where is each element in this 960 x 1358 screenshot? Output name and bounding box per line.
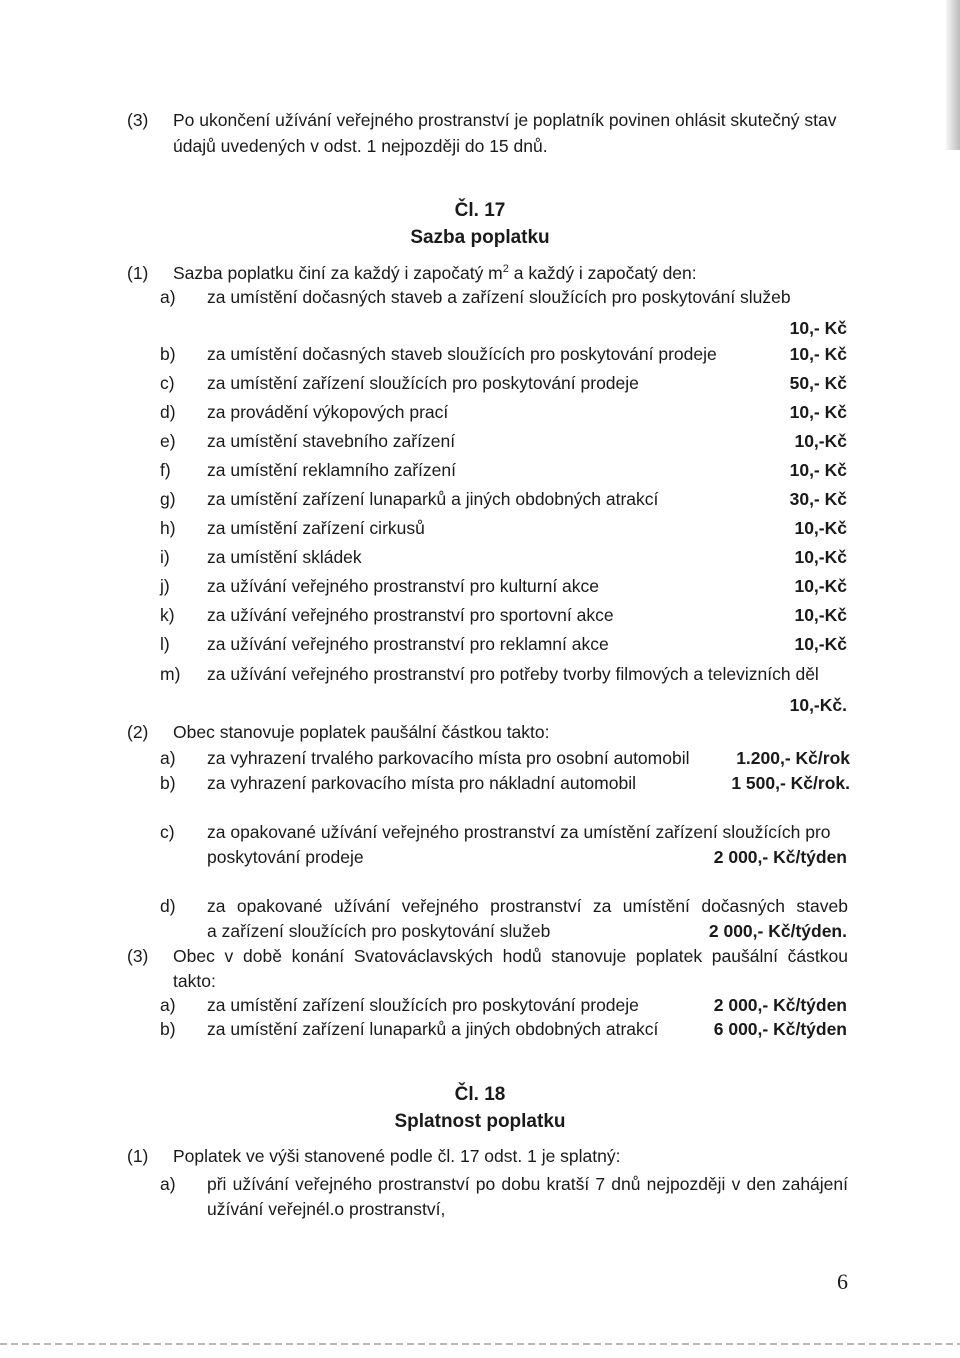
paragraph-3-number: (3) xyxy=(127,946,149,966)
item-amount: 10,-Kč. xyxy=(789,695,847,715)
item-amount: 30,- Kč xyxy=(789,489,847,509)
item-letter: f) xyxy=(160,460,171,480)
intro-paragraph-number: (3) xyxy=(127,110,149,130)
item-amount: 10,- Kč xyxy=(789,402,847,422)
item-amount: 10,- Kč xyxy=(789,460,847,480)
paragraph-2-text: Obec stanovuje poplatek paušální částkou takto: xyxy=(173,722,550,742)
paragraph-18-1-text: Poplatek ve výši stanovené podle čl. 17 odst. 1 je splatný: xyxy=(173,1146,621,1166)
item-text: za umístění stavebního zařízení xyxy=(207,431,456,451)
item-letter: g) xyxy=(160,489,176,509)
item-letter: i) xyxy=(160,547,170,567)
item-letter: a) xyxy=(160,995,176,1015)
paragraph-1-text-end: a každý i započatý den: xyxy=(508,263,697,283)
item-letter: b) xyxy=(160,344,176,364)
item-letter: k) xyxy=(160,605,175,625)
paragraph-3-line-2: takto: xyxy=(173,971,216,991)
item-text: za provádění výkopových prací xyxy=(207,402,449,422)
intro-line-2: údajů uvedených v odst. 1 nejpozději do 15 dnů. xyxy=(173,136,548,156)
article-17-number: Čl. 17 xyxy=(454,200,506,221)
item-amount: 2 000,- Kč/týden xyxy=(713,995,847,1015)
item-amount: 10,-Kč xyxy=(794,518,847,538)
item-letter: d) xyxy=(160,896,176,916)
item-text: za umístění zařízení lunaparků a jiných obdobných atrakcí xyxy=(207,489,659,509)
item-amount: 10,-Kč xyxy=(794,576,847,596)
item-text: za umístění dočasných staveb a zařízení sloužících pro poskytování služeb xyxy=(207,287,791,307)
superscript-2: 2 xyxy=(502,263,509,276)
intro-line-1: Po ukončení užívání veřejného prostranství je poplatník povinen ohlásit skutečný stav xyxy=(173,110,837,130)
item-letter: a) xyxy=(160,1174,176,1194)
item-letter: b) xyxy=(160,773,176,793)
item-text: za umístění zařízení cirkusů xyxy=(207,518,425,538)
item-letter: a) xyxy=(160,287,176,307)
item-amount: 2 000,- Kč/týden xyxy=(713,847,847,867)
item-text: za vyhrazení trvalého parkovacího místa pro osobní automobil xyxy=(207,748,690,768)
item-letter: l) xyxy=(160,634,170,654)
item-letter: m) xyxy=(160,664,181,684)
item-text: za vyhrazení parkovacího místa pro nákladní automobil xyxy=(207,773,636,793)
item-text-line-1: za opakované užívání veřejného prostranství za umístění zařízení sloužících pro xyxy=(207,822,831,842)
scan-edge-shadow xyxy=(946,0,960,150)
item-text-line-2: poskytování prodeje xyxy=(207,847,364,867)
item-text: za umístění reklamního zařízení xyxy=(207,460,456,480)
item-text: za umístění zařízení sloužících pro poskytování prodeje xyxy=(207,373,639,393)
item-amount: 10,-Kč xyxy=(794,431,847,451)
paragraph-1-text xyxy=(173,263,697,285)
item-text-line-1: za opakované užívání veřejného prostranství za umístění dočasných staveb xyxy=(207,896,848,916)
item-letter: a) xyxy=(160,748,176,768)
item-amount: 2 000,- Kč/týden. xyxy=(708,921,847,941)
article-18-title: Splatnost poplatku xyxy=(394,1111,566,1132)
page-number: 6 xyxy=(837,1269,848,1294)
scan-bottom-edge xyxy=(0,1343,960,1345)
item-amount: 1.200,- Kč/rok xyxy=(736,748,850,768)
item-text: za užívání veřejného prostranství pro reklamní akce xyxy=(207,634,609,654)
item-amount: 10,- Kč xyxy=(789,344,847,364)
paragraph-2-number: (2) xyxy=(127,722,149,742)
item-amount: 10,-Kč xyxy=(794,634,847,654)
item-amount: 10,-Kč xyxy=(794,605,847,625)
item-text: za umístění zařízení lunaparků a jiných obdobných atrakcí xyxy=(207,1019,659,1039)
item-letter: b) xyxy=(160,1019,176,1039)
item-letter: c) xyxy=(160,373,175,393)
item-letter: e) xyxy=(160,431,176,451)
item-text-line-2: užívání veřejnél.o prostranství, xyxy=(207,1199,446,1219)
item-text-line-1: při užívání veřejného prostranství po dobu kratší 7 dnů nejpozději v den zahájení xyxy=(207,1174,848,1194)
item-letter: j) xyxy=(160,576,170,596)
item-text: za umístění skládek xyxy=(207,547,362,567)
article-18-number: Čl. 18 xyxy=(454,1084,506,1105)
paragraph-3-line-1: Obec v době konání Svatováclavských hodů stanovuje poplatek paušální částkou xyxy=(173,946,848,966)
article-17-title: Sazba poplatku xyxy=(410,227,550,248)
item-text: za užívání veřejného prostranství pro kulturní akce xyxy=(207,576,600,596)
paragraph-18-1-number: (1) xyxy=(127,1146,149,1166)
item-amount: 10,-Kč xyxy=(794,547,847,567)
item-text: za užívání veřejného prostranství pro potřeby tvorby filmových a televizních děl xyxy=(207,664,819,684)
item-text-line-2: a zařízení sloužících pro poskytování služeb xyxy=(207,921,551,941)
item-text: za užívání veřejného prostranství pro sportovní akce xyxy=(207,605,614,625)
item-letter: h) xyxy=(160,518,176,538)
item-letter: d) xyxy=(160,402,176,422)
item-amount: 50,- Kč xyxy=(789,373,847,393)
item-amount: 6 000,- Kč/týden xyxy=(713,1019,847,1039)
item-text: za umístění zařízení sloužících pro poskytování prodeje xyxy=(207,995,639,1015)
item-amount: 10,- Kč xyxy=(789,318,847,338)
item-amount: 1 500,- Kč/rok. xyxy=(731,773,850,793)
item-text: za umístění dočasných staveb sloužících pro poskytování prodeje xyxy=(207,344,717,364)
paragraph-1-text-start: Sazba poplatku činí za každý i započatý m xyxy=(173,263,503,283)
item-letter: c) xyxy=(160,822,175,842)
paragraph-1-number: (1) xyxy=(127,263,149,283)
